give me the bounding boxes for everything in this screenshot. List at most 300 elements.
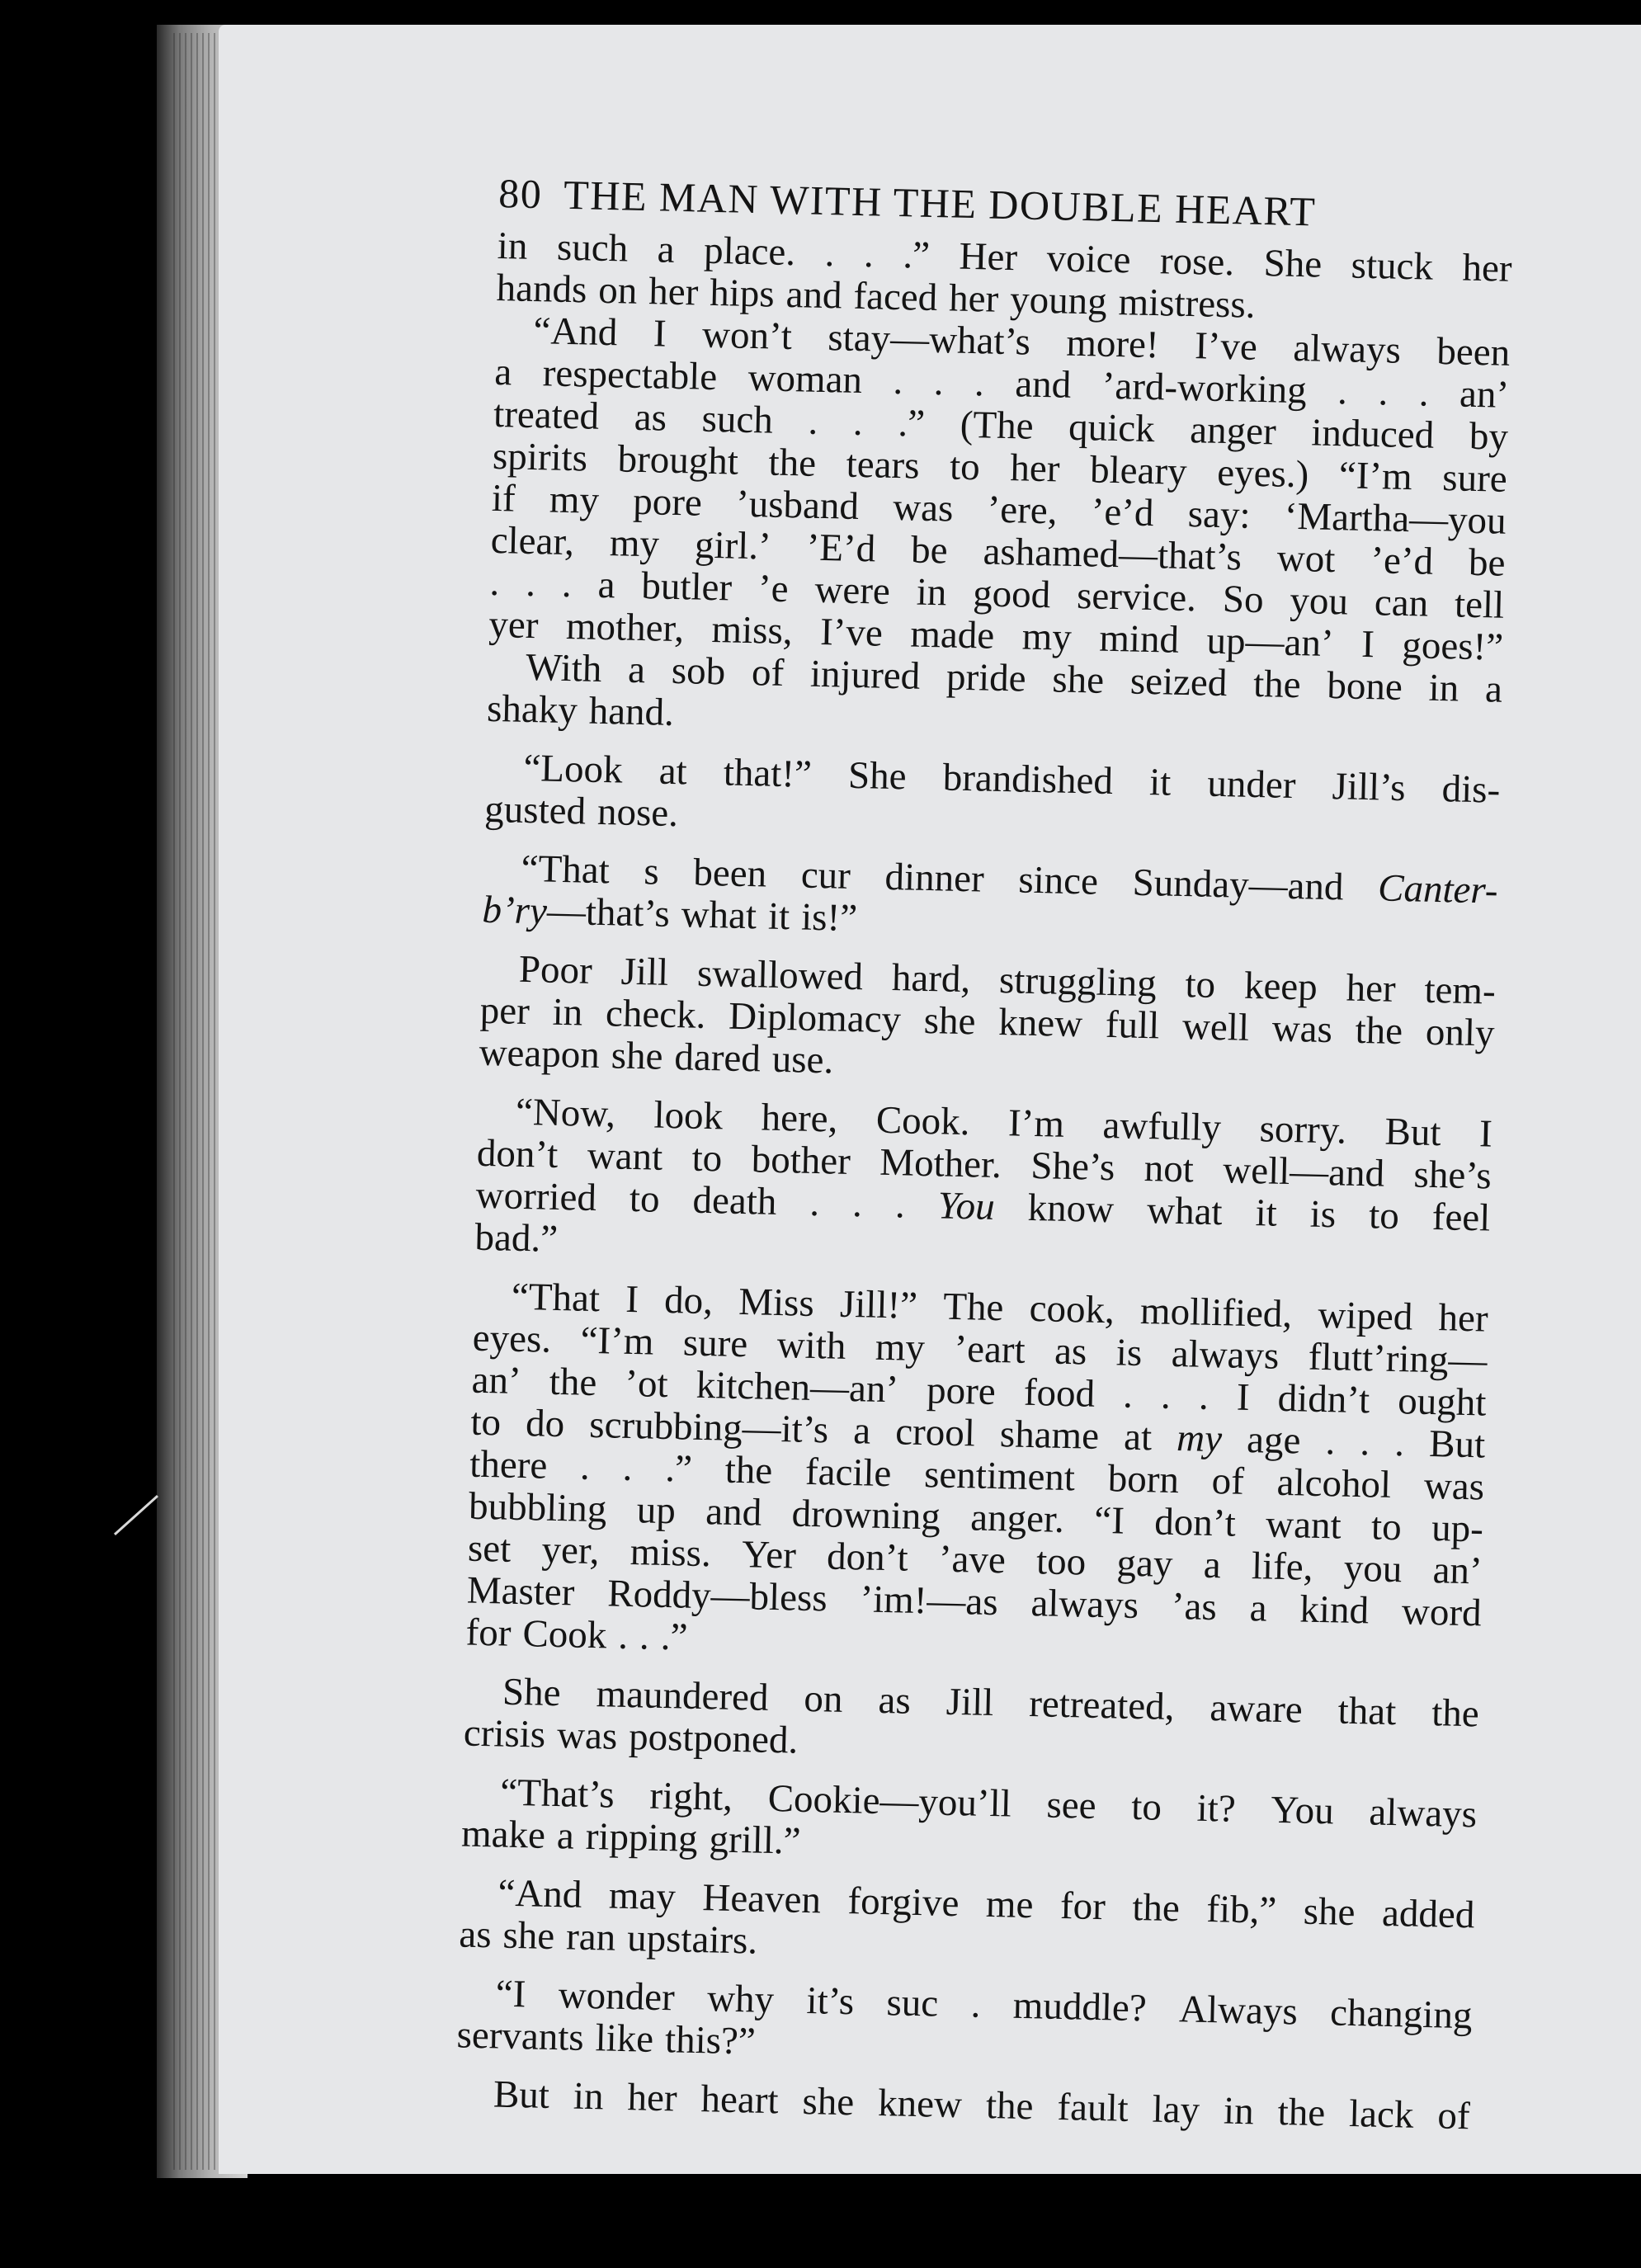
word: to: [469, 1400, 502, 1445]
word: what: [1146, 1189, 1224, 1234]
word: crool: [894, 1410, 976, 1455]
word: make: [460, 1812, 546, 1857]
word: of: [1211, 1459, 1245, 1503]
word: .: [851, 1182, 863, 1226]
word: that: [1337, 1689, 1397, 1734]
word: “I: [495, 1972, 526, 2016]
word: ’ere,: [987, 488, 1059, 533]
text-line: [455, 2072, 1470, 2138]
word: was: [892, 485, 954, 530]
word: more!: [1065, 321, 1160, 367]
word: is!”: [800, 895, 858, 941]
word: bother: [751, 1138, 851, 1183]
word: pore: [926, 1369, 997, 1414]
word: it’s: [806, 1979, 855, 2024]
word: ’ard-working: [1101, 364, 1308, 413]
word: .: [561, 562, 573, 606]
word: the: [768, 441, 817, 485]
word: ’e’d: [1370, 539, 1434, 583]
word: stuck: [1351, 243, 1434, 289]
word: do,: [663, 1278, 714, 1323]
word: eyes.: [472, 1316, 552, 1361]
word: ’e: [757, 567, 790, 611]
word: s: [643, 850, 660, 894]
page-edges: [173, 33, 223, 2170]
word: place.: [703, 229, 796, 275]
word: age: [1246, 1417, 1302, 1463]
word: always: [1171, 1332, 1280, 1378]
word: death: [692, 1178, 777, 1224]
word: ’e’d: [1091, 490, 1155, 535]
word: [937, 1185, 995, 1228]
word: Cookie—you’ll: [767, 1776, 1012, 1826]
word: with: [776, 1323, 846, 1368]
word: .: [970, 1983, 981, 2026]
word: postponed.: [628, 1715, 799, 1762]
word: for: [465, 1610, 512, 1655]
word: .: [824, 231, 836, 276]
word: “Now,: [515, 1090, 616, 1136]
word: don’t: [476, 1131, 559, 1176]
word: .: [639, 1615, 650, 1658]
word: I: [1478, 1112, 1493, 1156]
word: kind: [1299, 1587, 1370, 1633]
word: Mother.: [879, 1140, 1002, 1187]
word: up: [636, 1488, 677, 1533]
word: servants: [456, 2013, 585, 2059]
word: service.: [1076, 574, 1197, 620]
word: .”: [902, 233, 931, 277]
word: such: [701, 397, 774, 442]
word: ashamed—that’s: [983, 530, 1243, 579]
word: .: [579, 1445, 591, 1488]
word: kitchen—an’: [696, 1363, 899, 1412]
word: .: [863, 233, 875, 276]
word: young: [1009, 278, 1108, 323]
word: to: [949, 445, 981, 489]
word: set: [467, 1526, 512, 1571]
word: of: [751, 651, 785, 695]
word: The: [942, 1285, 1004, 1330]
word: brandished: [942, 756, 1114, 804]
word: .: [809, 1181, 820, 1225]
word: gay: [1116, 1541, 1174, 1586]
word: Always: [1178, 1987, 1299, 2034]
word: respectable: [542, 351, 718, 399]
word: yer,: [541, 1528, 601, 1573]
word: Cook.: [875, 1098, 971, 1144]
word: an’: [471, 1358, 522, 1403]
word: She: [502, 1670, 562, 1715]
word: I’ve: [819, 610, 884, 655]
word: ‘Martha—you: [1284, 494, 1507, 543]
word: in: [1223, 2089, 1255, 2134]
word: She’s: [1030, 1143, 1115, 1190]
page-number: 80: [497, 169, 543, 218]
word: want: [587, 1134, 663, 1179]
word: a: [597, 563, 616, 607]
word: pride: [945, 655, 1027, 700]
word: ripping: [585, 1814, 699, 1860]
word: induced: [1310, 411, 1435, 457]
word: feel: [1431, 1195, 1491, 1240]
word: it: [767, 894, 790, 939]
word: .: [1337, 370, 1348, 413]
italic-word: Canter-: [1377, 866, 1499, 912]
word: of: [1436, 2094, 1471, 2138]
word: fault: [1056, 2085, 1129, 2130]
word: .”: [664, 1446, 693, 1491]
word: “I’m: [1338, 454, 1413, 499]
word: why: [706, 1977, 775, 2022]
book-page: [219, 25, 1641, 2174]
word: spirits: [492, 434, 588, 480]
word: born: [1107, 1457, 1180, 1502]
word: in: [552, 990, 583, 1035]
word: .: [1160, 1374, 1172, 1417]
word: word: [1401, 1590, 1483, 1635]
word: been: [692, 851, 767, 896]
word: gusted: [483, 787, 587, 833]
word: there: [469, 1442, 548, 1488]
word: .: [1418, 371, 1430, 415]
word: “That: [521, 846, 611, 893]
scan-mark: [114, 1495, 158, 1535]
word: in: [1428, 666, 1459, 710]
word: food: [1023, 1370, 1096, 1416]
word: like: [595, 2016, 654, 2061]
word: clear,: [490, 518, 575, 564]
word: pore: [632, 479, 703, 525]
word: made: [909, 612, 995, 658]
word: alcohol: [1276, 1460, 1392, 1506]
word: muddle?: [1012, 1983, 1148, 2030]
word: wiped: [1317, 1293, 1413, 1339]
running-title: THE MAN WITH THE DOUBLE HEART: [563, 171, 1317, 235]
word: ’E’d: [806, 526, 876, 571]
word: it: [1148, 761, 1172, 804]
word: as: [634, 395, 667, 440]
word: won’t: [701, 313, 793, 359]
word: stay—what’s: [827, 316, 1031, 364]
word: and: [705, 1490, 762, 1535]
word: Cook: [521, 1612, 607, 1657]
word: nose.: [597, 790, 679, 836]
word: my: [549, 478, 600, 522]
body-text: [455, 225, 1512, 2138]
word: scrubbing—it’s: [588, 1403, 829, 1452]
word: tears: [846, 442, 921, 488]
word: by: [1469, 414, 1509, 459]
word: forgive: [846, 1879, 960, 1926]
word: to: [691, 1136, 723, 1181]
word: Miss: [738, 1280, 815, 1326]
word: bleary: [1089, 448, 1188, 494]
word: But: [1428, 1422, 1486, 1467]
word: the: [1355, 1008, 1403, 1054]
word: “And: [532, 309, 618, 355]
word: this?”: [664, 2018, 757, 2063]
word: as: [878, 1678, 912, 1723]
word: Master: [466, 1568, 575, 1615]
word: do: [525, 1402, 565, 1446]
word: knew: [877, 2082, 963, 2127]
word: cur: [800, 853, 851, 898]
word: With: [525, 645, 602, 691]
word: Jill: [620, 950, 669, 994]
word: Yer: [741, 1533, 797, 1577]
word: look: [653, 1093, 724, 1139]
word: .: [1122, 1373, 1134, 1417]
word: sorry.: [1259, 1107, 1347, 1153]
word: grill.”: [708, 1818, 802, 1863]
word: she: [923, 998, 977, 1044]
word: “That: [511, 1275, 601, 1321]
italic-word: b’ry: [482, 888, 548, 933]
word: treated: [493, 392, 600, 438]
word: tem-: [1423, 968, 1497, 1013]
word: worried: [475, 1173, 597, 1219]
word: sure: [682, 1321, 748, 1366]
word: not: [1144, 1147, 1195, 1191]
word: be: [1468, 540, 1507, 585]
word: I’ve: [1194, 324, 1258, 369]
word: maundered: [596, 1672, 770, 1719]
word: shaky: [486, 686, 578, 733]
word: tell: [1454, 582, 1505, 627]
word: she: [1051, 658, 1105, 702]
word: .: [1324, 1420, 1336, 1464]
word: ’ot: [624, 1361, 669, 1407]
word: the: [724, 1448, 773, 1492]
word: drowning: [791, 1492, 941, 1539]
word: right,: [648, 1774, 733, 1819]
word: me: [985, 1882, 1035, 1927]
word: always: [1292, 326, 1402, 372]
word: struggling: [998, 959, 1158, 1006]
word: .: [807, 399, 818, 443]
word: shame: [999, 1412, 1100, 1458]
word: dared: [673, 1035, 762, 1081]
word: her: [948, 276, 999, 321]
word: mollified,: [1139, 1289, 1293, 1337]
word: here,: [761, 1096, 838, 1141]
word: you: [1289, 578, 1349, 624]
word: Diplomacy: [728, 994, 902, 1042]
word: such: [556, 225, 629, 271]
word: retreated,: [1028, 1682, 1176, 1729]
word: Jill: [945, 1680, 994, 1725]
word: were: [813, 568, 891, 613]
word: .: [617, 1614, 629, 1657]
word: I: [625, 1277, 639, 1322]
word: .: [892, 359, 903, 403]
word: don’t: [1153, 1500, 1237, 1545]
word: Her: [959, 234, 1018, 280]
word: her: [648, 270, 699, 314]
word: I: [1236, 1375, 1251, 1420]
word: on: [597, 268, 638, 313]
word: miss.: [630, 1530, 712, 1576]
word: to: [1130, 1785, 1162, 1829]
word: a: [627, 648, 646, 692]
word: at: [1123, 1415, 1153, 1459]
word: may: [608, 1874, 677, 1919]
word: the: [1131, 1885, 1181, 1931]
word: up—an’: [1206, 619, 1335, 666]
word: a: [1249, 1587, 1268, 1630]
word: since: [1017, 858, 1099, 903]
word: seized: [1129, 659, 1228, 705]
word: hard,: [891, 956, 971, 1002]
word: can: [1374, 581, 1429, 625]
word: [1177, 1417, 1223, 1460]
word: her: [627, 2076, 678, 2120]
word: well: [1181, 1005, 1250, 1049]
word: miss,: [711, 607, 794, 653]
word: ’eart: [953, 1327, 1026, 1372]
word: only: [1425, 1010, 1496, 1055]
word: hands: [496, 266, 587, 312]
word: facile: [804, 1450, 892, 1496]
word: Poor: [518, 947, 593, 993]
word: “I: [1093, 1498, 1125, 1543]
word: that!”: [723, 751, 813, 796]
word: changing: [1329, 1991, 1474, 2038]
word: eyes.): [1216, 450, 1309, 497]
word: .: [933, 361, 945, 404]
word: as: [458, 1912, 493, 1957]
word: woman: [747, 356, 863, 403]
word: per: [479, 988, 530, 1034]
word: she: [801, 2079, 855, 2124]
word: heart: [700, 2077, 780, 2123]
word: So: [1222, 578, 1265, 622]
word: to: [1370, 1505, 1403, 1549]
word: b’ry—that’s: [482, 888, 671, 936]
word: for: [1059, 1884, 1106, 1929]
page-text-block: [455, 169, 1513, 2138]
word: wonder: [558, 1973, 676, 2020]
word: good: [972, 572, 1051, 617]
word: an’: [1432, 1549, 1483, 1593]
word: ’as: [1171, 1584, 1218, 1629]
word: a: [852, 1409, 871, 1453]
word: to: [1184, 963, 1216, 1007]
word: Sunday—and: [1132, 861, 1345, 909]
word: see: [1045, 1783, 1097, 1827]
word: lay: [1152, 2087, 1200, 2132]
word: her: [1461, 246, 1513, 290]
word: .: [852, 400, 864, 445]
word: suc: [885, 1981, 939, 2025]
word: you: [1343, 1546, 1403, 1591]
word: I’m: [1007, 1101, 1065, 1146]
word: She: [1263, 242, 1323, 286]
word: in: [497, 224, 529, 268]
word: cook,: [1029, 1286, 1115, 1332]
word: I: [1360, 622, 1375, 667]
word: bone: [1326, 663, 1403, 709]
word: .: [622, 1445, 634, 1490]
word: in: [916, 570, 947, 615]
word: She: [847, 753, 908, 799]
word: hand.: [588, 689, 675, 734]
word: the: [1277, 2091, 1326, 2135]
word: .: [894, 1183, 906, 1227]
word: (The: [960, 403, 1035, 448]
word: the: [985, 2083, 1035, 2129]
word: always: [1368, 1790, 1478, 1837]
word: she: [502, 1913, 555, 1959]
word: a: [493, 350, 512, 394]
word: “And: [497, 1871, 582, 1917]
word: to: [1368, 1194, 1400, 1238]
word: know: [1027, 1186, 1115, 1232]
word: injured: [809, 652, 921, 698]
word: quick: [1068, 405, 1156, 451]
word: .: [489, 560, 500, 605]
word: was: [1271, 1007, 1333, 1052]
word: butler: [640, 564, 733, 610]
word: fib,”: [1205, 1888, 1277, 1932]
word: hips: [709, 271, 776, 316]
word: life,: [1251, 1544, 1314, 1589]
word: yer: [488, 602, 540, 648]
word: .”: [660, 1615, 689, 1659]
word: my: [609, 521, 660, 566]
word: “I’m: [580, 1318, 654, 1364]
word: rose.: [1159, 239, 1235, 285]
word: the: [549, 1360, 597, 1405]
word: [1378, 867, 1498, 912]
word: flutt’ring—: [1308, 1335, 1488, 1383]
word: bad.”: [474, 1215, 559, 1261]
word: Jill!”: [839, 1282, 918, 1327]
word: .: [974, 361, 985, 405]
word: mother,: [565, 604, 685, 651]
word: a: [556, 1814, 575, 1858]
word: the: [1252, 662, 1302, 707]
word: is: [1115, 1331, 1143, 1375]
italic-word: my: [1176, 1417, 1223, 1461]
word: an’: [1459, 372, 1510, 417]
word: brought: [617, 437, 739, 483]
word: use.: [771, 1037, 834, 1082]
word: “Look: [522, 746, 624, 792]
word: ran: [565, 1915, 616, 1959]
word: and: [1014, 362, 1072, 407]
word: if: [491, 476, 516, 521]
word: she: [1303, 1889, 1356, 1935]
word: say:: [1187, 493, 1252, 537]
word: her: [1346, 966, 1397, 1011]
word: been: [1436, 329, 1511, 375]
word: didn’t: [1277, 1376, 1370, 1422]
word: dinner: [884, 855, 985, 901]
word: her: [1438, 1296, 1489, 1341]
word: dis-: [1441, 767, 1501, 812]
word: .: [1393, 1422, 1405, 1465]
italic-word: You: [937, 1184, 996, 1228]
word: faced: [852, 274, 938, 320]
word: swallowed: [696, 951, 864, 999]
word: she: [611, 1034, 664, 1078]
word: too: [1035, 1540, 1087, 1584]
word: check.: [605, 992, 706, 1037]
word: be: [910, 528, 949, 573]
word: But: [493, 2072, 550, 2117]
